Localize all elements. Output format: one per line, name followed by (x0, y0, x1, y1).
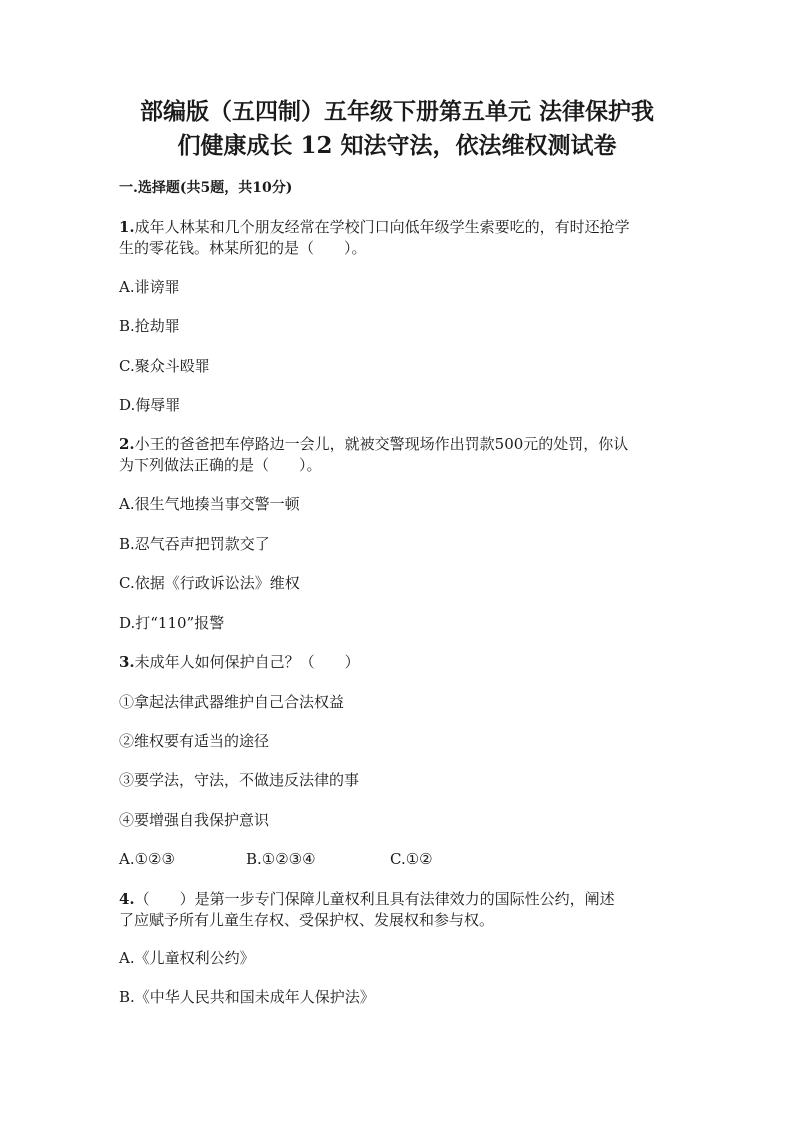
question-3-option-b: B.①②③④ (246, 850, 316, 868)
question-2-option-b: B.忍气吞声把罚款交了 (119, 535, 270, 553)
question-2-line-1 (119, 434, 628, 454)
question-4-option-b: B.《中华人民共和国未成年人保护法》 (119, 988, 375, 1006)
question-3-option-c: C.①② (390, 850, 433, 868)
question-3-line-1 (119, 652, 360, 672)
question-1-text-line-2: 生的零花钱。林某所犯的是（ ）。 (119, 239, 367, 257)
question-2-option-a: A.很生气地揍当事交警一顿 (119, 495, 300, 513)
question-3-statement-3: ③要学法，守法，不做违反法律的事 (119, 771, 360, 789)
question-3-statement-2: ②维权要有适当的途径 (119, 732, 270, 750)
question-1-option-a: A.诽谤罪 (119, 278, 180, 296)
question-1-number: 1. (119, 218, 135, 236)
page-title-line-2: 们健康成长 12 知法守法，依法维权测试卷 (177, 132, 617, 159)
question-1-option-d: D.侮辱罪 (119, 396, 181, 414)
question-3-statement-1: ①拿起法律武器维护自己合法权益 (119, 693, 345, 711)
question-2-option-c: C.依据《行政诉讼法》维权 (119, 574, 300, 592)
question-4-number: 4. (119, 890, 135, 908)
question-3-text-line-1: 未成年人如何保护自己？（ ） (134, 653, 360, 671)
question-2-number: 2. (119, 435, 135, 453)
question-3-statement-4: ④要增强自我保护意识 (119, 811, 270, 829)
section-heading: 一.选择题(共5题，共10分) (119, 180, 293, 196)
question-4-text-line-2: 了应赋予所有儿童生存权、受保护权、发展权和参与权。 (119, 911, 495, 929)
question-3-option-a: A.①②③ (119, 850, 175, 868)
question-1-option-c: C.聚众斗殴罪 (119, 357, 210, 375)
question-1-text-line-1: 成年人林某和几个朋友经常在学校门口向低年级学生索要吃的，有时还抢学 (134, 218, 630, 236)
question-2-text-line-1: 小王的爸爸把车停路边一会儿，就被交警现场作出罚款500元的处罚，你认 (134, 435, 629, 453)
question-1-option-b: B.抢劫罪 (119, 317, 180, 335)
question-4-option-a: A.《儿童权利公约》 (119, 949, 255, 967)
question-4-text-line-1: （ ）是第一步专门保障儿童权利且具有法律效力的国际性公约，阐述 (134, 890, 615, 908)
question-2-text-line-2: 为下列做法正确的是（ ）。 (119, 456, 322, 474)
question-1-line-1 (119, 217, 630, 237)
page-title-line-1: 部编版（五四制）五年级下册第五单元 法律保护我 (139, 98, 654, 125)
question-4-line-1 (119, 889, 615, 909)
question-3-number: 3. (119, 653, 135, 671)
question-2-option-d: D.打“110”报警 (119, 614, 225, 632)
